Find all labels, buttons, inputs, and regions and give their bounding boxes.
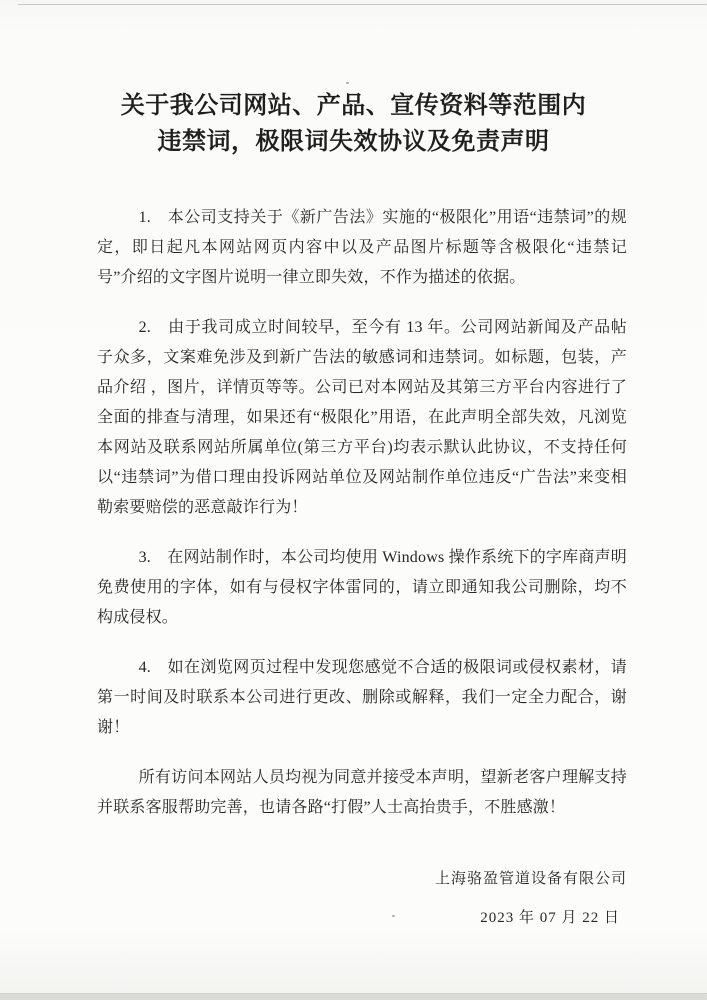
scan-edge-top-line: [18, 4, 707, 5]
paragraph-3: 3. 在网站制作时，本公司均使用 Windows 操作系统下的字库商声明免费使用的字体，如有与侵权字体雷同的，请立即通知我公司删除，均不构成侵权。: [97, 549, 627, 626]
paragraph-4: 4. 如在浏览网页过程中发现您感觉不合适的极限词或侵权素材，请第一时间及时联系本公司进行更改、删除或解释，我们一定全力配合，谢谢！: [97, 659, 627, 736]
scan-speck: [392, 915, 395, 917]
document-title: [0, 88, 707, 160]
signature-date: 2023 年 07 月 22 日: [480, 910, 620, 926]
document-title-line-1: 关于我公司网站、产品、宣传资料等范围内: [120, 93, 587, 119]
scan-speck: [346, 82, 349, 84]
paragraph-1: 1. 本公司支持关于《新广告法》实施的“极限化”用语“违禁词”的规定，即日起凡本网站网页内容中以及产品图片标题等含极限化“违禁记号”介绍的文字图片说明一律立即失效，不作为描述的依据。: [97, 209, 627, 286]
document-title-line-2: 违禁词，极限词失效协议及免责声明: [157, 129, 550, 155]
paragraph-2: 2. 由于我司成立时间较早，至今有 13 年。公司网站新闻及产品帖子众多，文案难免涉及到新广告法的敏感词和违禁词。如标题，包装，产品介绍 ，图片，详情页等等。公司已对本网站及其第三方平台内容进行了全面的排查与清理，如果还有“极限化”用语，在此声明全部失效，凡浏览本网站及联系网站所属单位(第三方平台)均表示默认此协议，不支持任何以“违禁词”为借口理由投诉网站单位及网站制作单位违反“广告法”来变相勒索要赔偿的恶意敲诈行为！: [97, 319, 627, 516]
signature-company-name: 上海骆盈管道设备有限公司: [434, 871, 627, 887]
document-body: [97, 203, 627, 933]
paragraph-closing: 所有访问本网站人员均视为同意并接受本声明，望新老客户理解支持并联系客服帮助完善，也请各路“打假”人士高抬贵手，不胜感激！: [97, 769, 627, 816]
signature-block: [97, 864, 627, 933]
scan-edge-bottom-band: [0, 993, 707, 1000]
